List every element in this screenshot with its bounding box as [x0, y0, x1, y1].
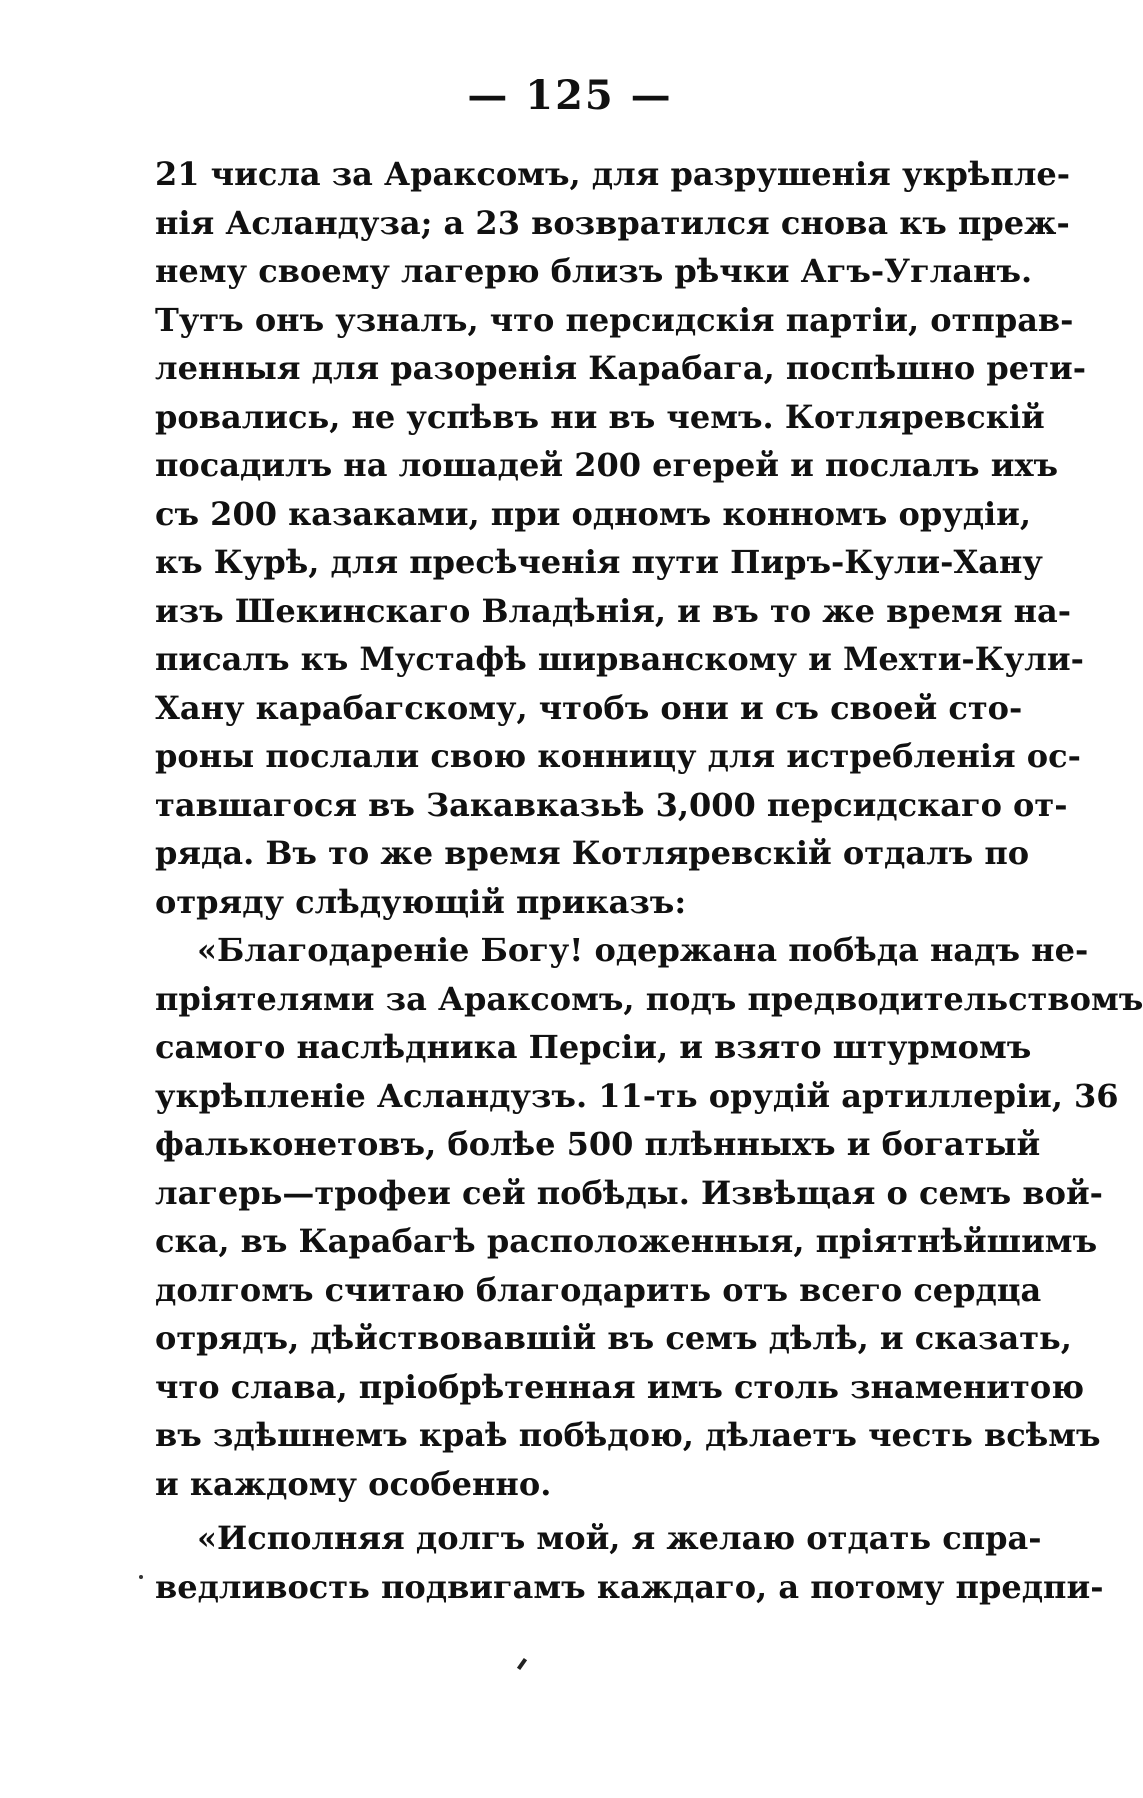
text-line: «Благодареніе Богу! одержана побѣда надъ не-	[197, 931, 1089, 969]
text-line: ленныя для разоренія Карабага, поспѣшно рети-	[155, 349, 1086, 387]
text-line: пріятелями за Араксомъ, подъ предводительствомъ	[155, 979, 1143, 1018]
print-speck	[517, 1658, 527, 1670]
text-line: отряду слѣдующій приказъ:	[155, 882, 687, 921]
text-line: долгомъ считаю благодарить отъ всего сердца	[155, 1270, 1042, 1309]
page-number: — 125 —	[467, 72, 673, 119]
text-line: нему своему лагерю близъ рѣчки Агъ-Угланъ.	[155, 252, 1033, 290]
text-line: 21 числа за Араксомъ, для разрушенія укрѣпле-	[155, 155, 1071, 193]
text-line: что слава, пріобрѣтенная имъ столь знаменитою	[155, 1367, 1084, 1406]
text-line: отрядъ, дѣйствовавшій въ семъ дѣлѣ, и сказать,	[155, 1319, 1072, 1357]
text-line: ровались, не успѣвъ ни въ чемъ. Котляревскій	[155, 397, 1045, 436]
text-line: и каждому особенно.	[155, 1464, 552, 1503]
text-line: «Исполняя долгъ мой, я желаю отдать спра-	[197, 1519, 1042, 1557]
text-line: самого наслѣдника Персіи, и взято штурмомъ	[155, 1028, 1032, 1066]
print-speck	[139, 1575, 143, 1579]
text-line: ска, въ Карабагѣ расположенныя, пріятнѣйшимъ	[155, 1222, 1098, 1260]
text-line: къ Курѣ, для пресѣченія пути Пиръ-Кули-Хану	[155, 543, 1043, 581]
text-line: тавшагося въ Закавказьѣ 3,000 персидскаго от-	[155, 785, 1068, 824]
text-line: ведливость подвигамъ каждаго, а потому предпи-	[155, 1567, 1104, 1606]
text-line: укрѣпленіе Асландузъ. 11-ть орудій артиллеріи, 36	[155, 1076, 1119, 1115]
text-line: лагерь—трофеи сей побѣды. Извѣщая о семъ вой-	[155, 1173, 1103, 1212]
text-line: ряда. Въ то же время Котляревскій отдалъ по	[155, 834, 1030, 872]
text-line: въ здѣшнемъ краѣ побѣдою, дѣлаетъ честь всѣмъ	[155, 1416, 1101, 1454]
text-line: изъ Шекинскаго Владѣнія, и въ то же время на-	[155, 591, 1072, 630]
text-line: нія Асландуза; а 23 возвратился снова къ преж-	[155, 203, 1070, 242]
body-text	[155, 150, 1143, 1611]
text-line: Тутъ онъ узналъ, что персидскія партіи, отправ-	[155, 300, 1074, 339]
text-line: писалъ къ Мустафѣ ширванскому и Мехти-Кули-	[155, 640, 1084, 678]
text-line: фальконетовъ, болѣе 500 плѣнныхъ и богатый	[155, 1125, 1041, 1163]
text-line: роны послали свою конницу для истребленія ос-	[155, 737, 1081, 775]
text-line: Хану карабагскому, чтобъ они и съ своей сто-	[155, 688, 1023, 727]
text-line: посадилъ на лошадей 200 егерей и послалъ ихъ	[155, 446, 1059, 484]
text-line: съ 200 казаками, при одномъ конномъ орудіи,	[155, 494, 1032, 533]
